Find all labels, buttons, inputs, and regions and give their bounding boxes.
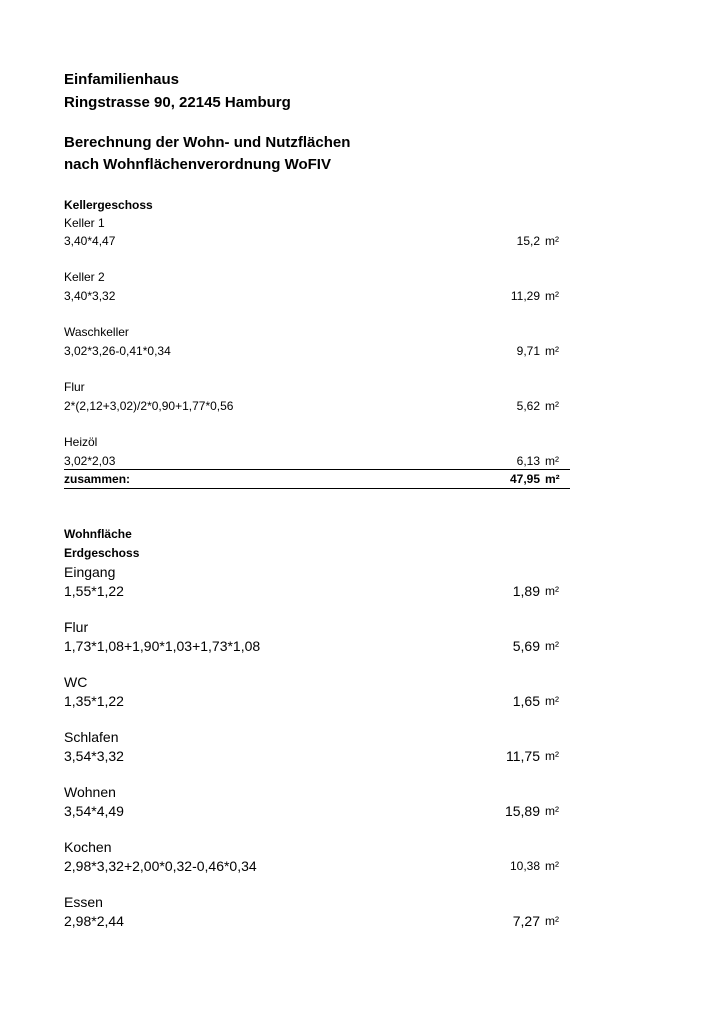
room-name: Waschkeller: [64, 325, 129, 339]
room-formula: 3,40*4,47: [64, 234, 116, 248]
room-name: Essen: [64, 894, 103, 910]
area-unit: m²: [545, 859, 559, 873]
room-area: 1,89: [512, 583, 540, 599]
area-unit: m²: [545, 639, 559, 653]
room-name: Schlafen: [64, 729, 119, 745]
room-formula: 3,54*3,32: [64, 748, 124, 764]
area-unit: m²: [545, 472, 560, 486]
area-unit: m²: [545, 914, 559, 928]
room-name: WC: [64, 674, 88, 690]
room-formula: 2*(2,12+3,02)/2*0,90+1,77*0,56: [64, 399, 234, 413]
room-formula: 3,40*3,32: [64, 289, 116, 303]
area-unit: m²: [545, 454, 559, 468]
erdgeschoss-heading: Erdgeschoss: [64, 546, 140, 560]
room-formula: 2,98*3,32+2,00*0,32-0,46*0,34: [64, 858, 257, 874]
room-formula: 1,35*1,22: [64, 693, 124, 709]
area-unit: m²: [545, 584, 559, 598]
room-area: 5,69: [512, 638, 540, 654]
wohnflaeche-heading: Wohnfläche: [64, 527, 132, 541]
room-name: Kochen: [64, 839, 112, 855]
total-area: 47,95: [509, 472, 540, 486]
room-area: 6,13: [516, 454, 540, 468]
room-area: 11,29: [510, 289, 540, 303]
area-unit: m²: [545, 289, 559, 303]
room-name: Flur: [64, 380, 85, 394]
area-unit: m²: [545, 344, 559, 358]
room-formula: 2,98*2,44: [64, 913, 124, 929]
area-unit: m²: [545, 694, 559, 708]
room-area: 11,75: [506, 748, 540, 764]
room-area: 7,27: [512, 913, 540, 929]
room-formula: 3,02*2,03: [64, 454, 116, 468]
room-formula: 1,55*1,22: [64, 583, 124, 599]
document-address: Ringstrasse 90, 22145 Hamburg: [64, 94, 291, 111]
calculation-title: Berechnung der Wohn- und Nutzflächen: [64, 134, 351, 151]
total-label: zusammen:: [64, 472, 131, 486]
room-area: 15,89: [504, 803, 540, 819]
area-unit: m²: [545, 234, 559, 248]
document-title: Einfamilienhaus: [64, 71, 180, 88]
room-area: 15,2: [516, 234, 540, 248]
kellergeschoss-heading: Kellergeschoss: [64, 198, 153, 212]
calculation-subtitle: nach Wohnflächenverordnung WoFIV: [64, 156, 331, 173]
room-formula: 1,73*1,08+1,90*1,03+1,73*1,08: [64, 638, 261, 654]
room-area: 5,62: [516, 399, 540, 413]
room-name: Flur: [64, 619, 89, 635]
room-area: 9,71: [516, 344, 540, 358]
subtotal-divider: [64, 469, 570, 470]
room-name: Eingang: [64, 564, 116, 580]
room-area: 1,65: [512, 693, 540, 709]
area-unit: m²: [545, 804, 559, 818]
area-unit: m²: [545, 749, 559, 763]
room-area: 10,38: [509, 859, 540, 873]
total-divider: [64, 488, 570, 489]
area-unit: m²: [545, 399, 559, 413]
room-name: Heizöl: [64, 435, 98, 449]
room-formula: 3,54*4,49: [64, 803, 124, 819]
room-name: Wohnen: [64, 784, 116, 800]
room-name: Keller 2: [64, 270, 105, 284]
room-formula: 3,02*3,26-0,41*0,34: [64, 344, 171, 358]
room-name: Keller 1: [64, 216, 105, 230]
